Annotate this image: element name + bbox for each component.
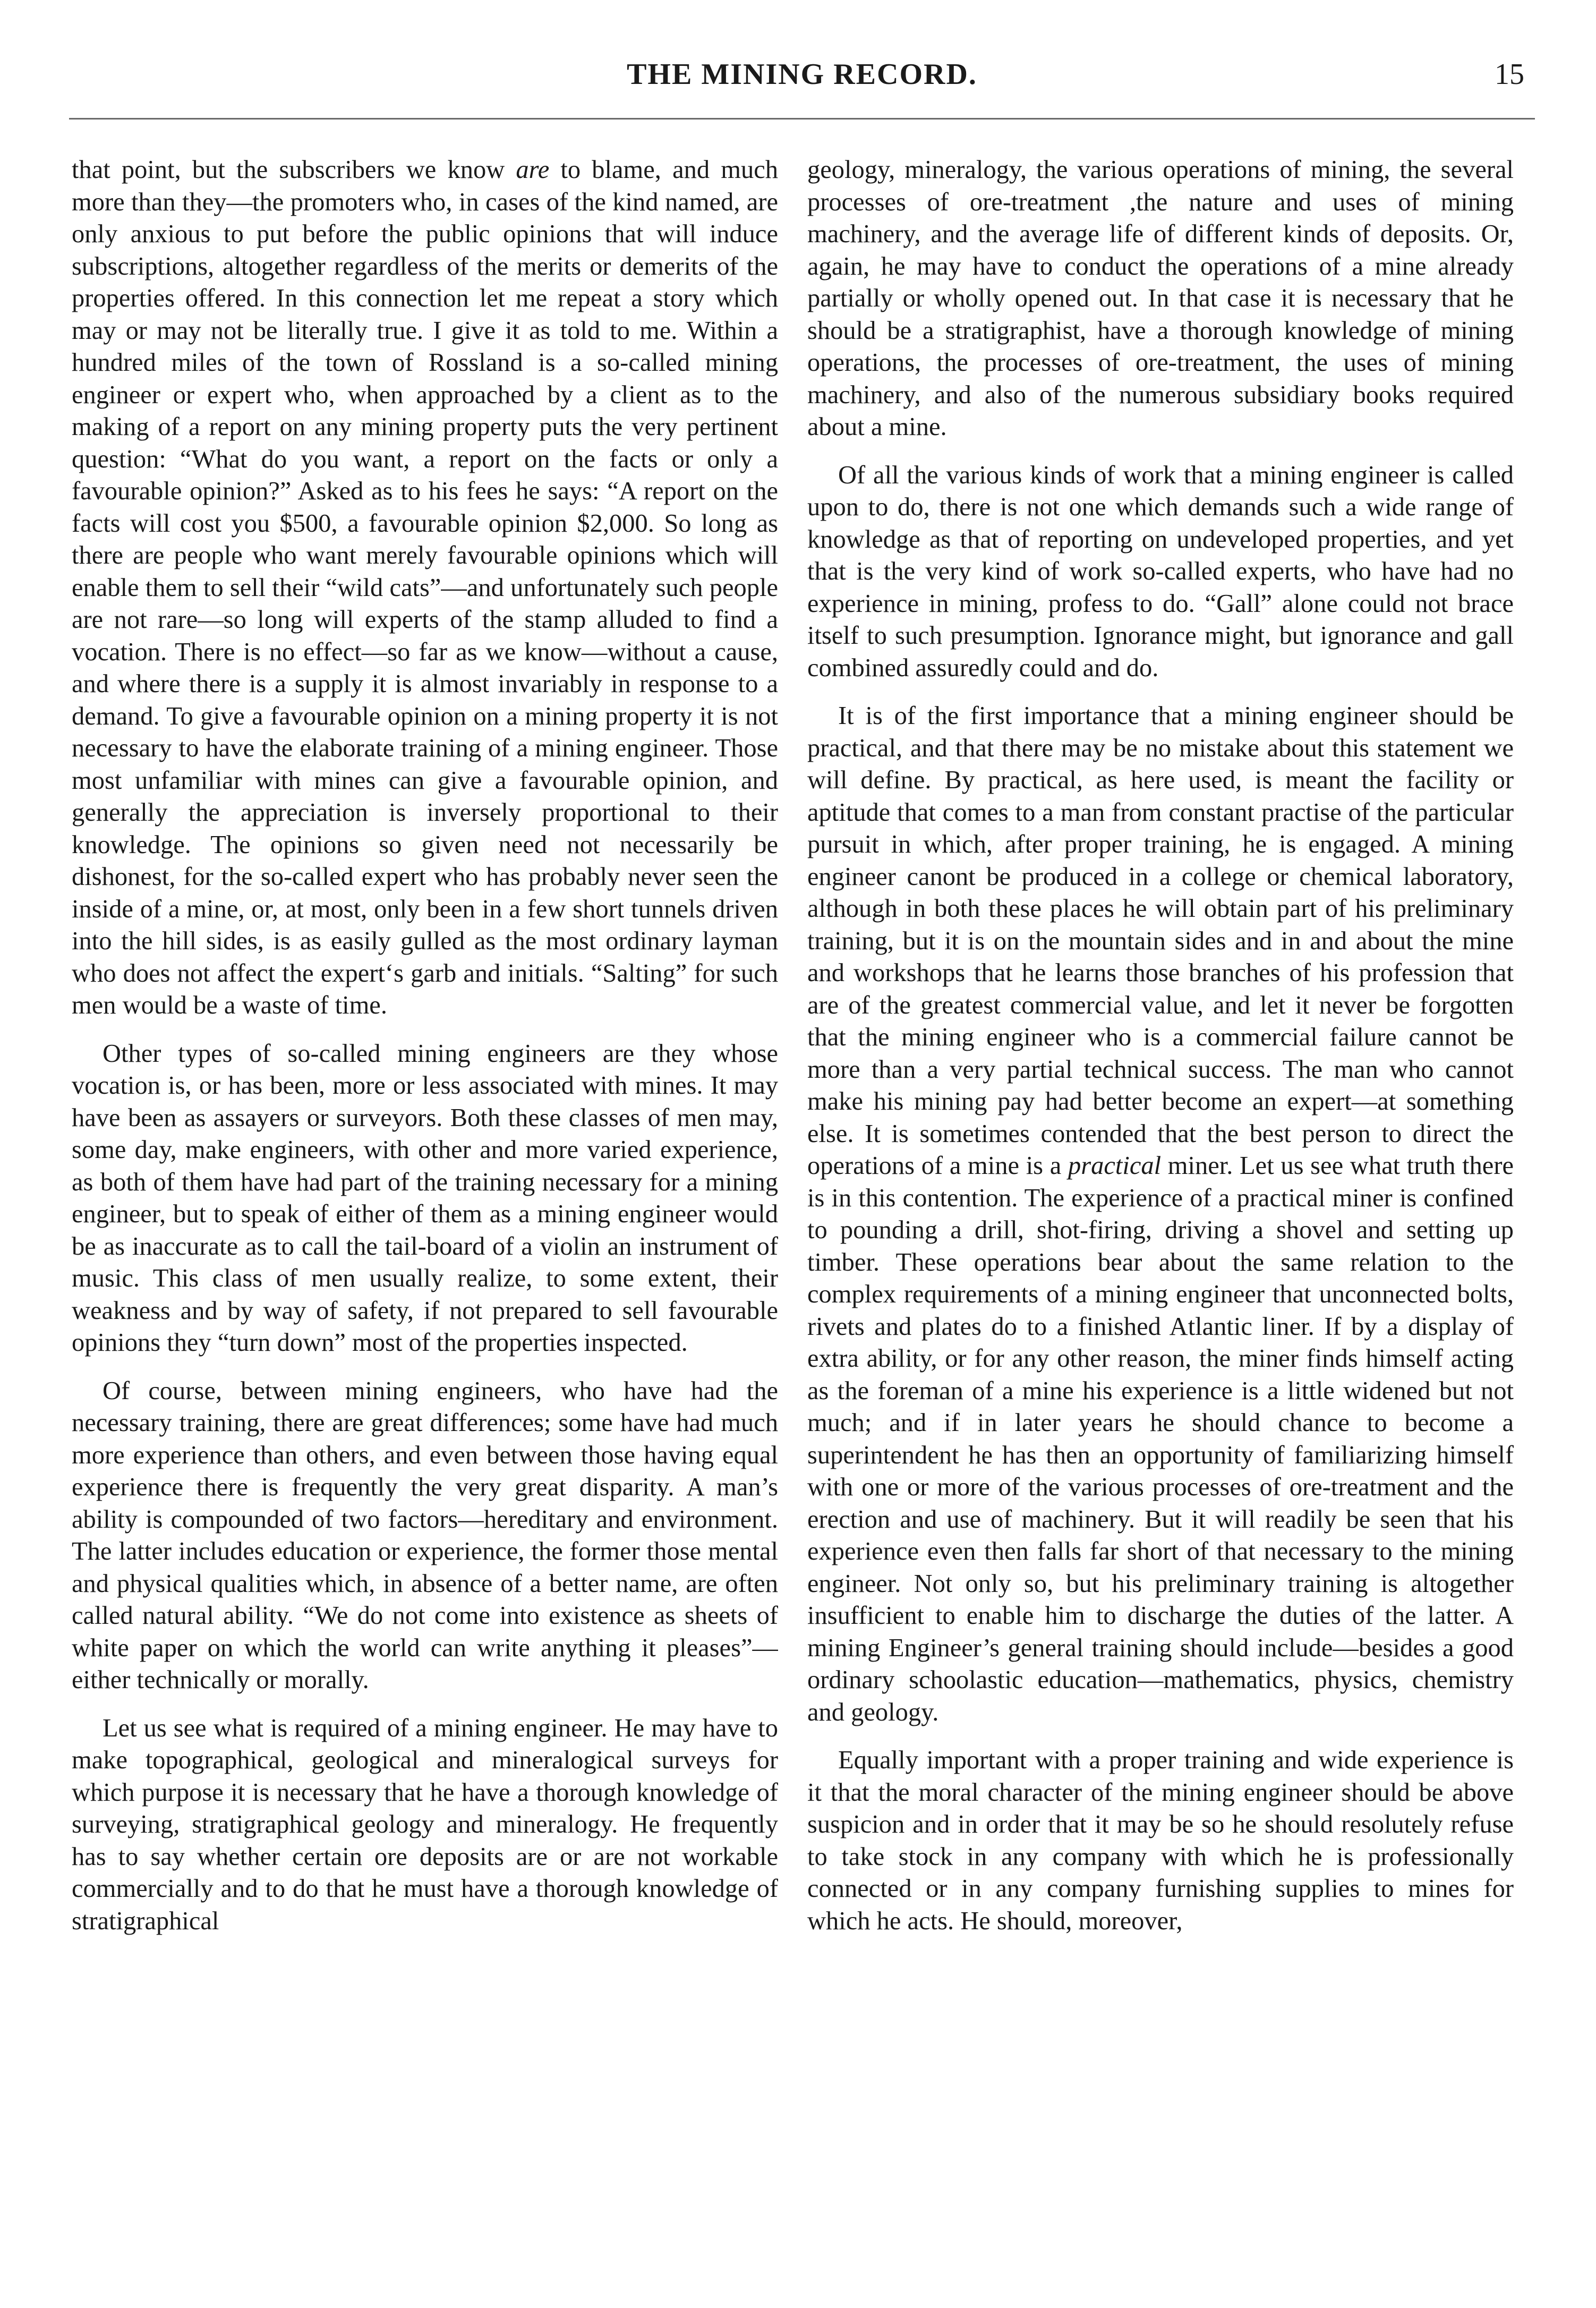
paragraph bbox=[72, 154, 778, 1022]
paragraph: Of all the various kinds of work that a mining engineer is called upon to do, there is not one which demands such a wide range of knowledge as that of reporting on undeveloped properties, and yet that is the very kind of work so-called experts, who have had no experience in mining, profess to do. “Gall” alone could not brace itself to such presumption. Ignorance might, but ignorance and gall combined assuredly could and do. bbox=[807, 461, 1514, 682]
text-run: to blame, and much more than they—the promoters who, in cases of the kind named, are only anxious to put before the public opinions that will induce subscriptions, altogether regardless of the merits or demerits of the properties offered. In this connection let me repeat a story which may or may not be literally true. I give it as told to me. Within a hundred miles of the town of Rossland is a so-called mining engineer or expert who, when approached by a client as to the making of a report on any mining property puts the very pertinent question: “What do you want, a report on the facts or only a favourable opinion?” Asked as to his fees he says: “A report on the facts will cost you $500, a favourable opinion $2,000. So long as there are people who want merely favourable opinions which will enable them to sell their “wild cats”—and unfortunately such people are not rare—so long will experts of the stamp alluded to find a vocation. There is no effect—so far as we know—without a cause, and where there is a supply it is almost invariably in response to a demand. To give a favourable opinion on a mining property it is not necessary to have the elaborate training of a mining engineer. Those most unfamiliar with mines can give a favourable opinion, and generally the appreciation is inversely proportional to their knowledge. The opinions so given need not necessarily be dishonest, for the so-called expert who has probably never seen the inside of a mine, or, at most, only been in a few short tunnels driven into the hill sides, is as easily gulled as the most ordinary layman who does not affect the expert‘s garb and initials. “Salting” for such men would be a waste of time. bbox=[72, 156, 778, 1019]
journal-title: THE MINING RECORD. bbox=[627, 58, 977, 91]
paragraph bbox=[807, 700, 1514, 1728]
page-number: 15 bbox=[1495, 58, 1524, 91]
paragraph: Of course, between mining engineers, who have had the necessary training, there are great differences; some have had much more experience than others, and even between those having equal experience there is frequently the very great disparity. A man’s ability is compounded of two factors—hereditary and environment. The latter includes education or experience, the former those mental and physical qualities which, in absence of a better name, are often called natural ability. “We do not come into existence as sheets of white paper on which the world can write anything it pleases”—either technically or morally. bbox=[72, 1376, 778, 1694]
header-rule bbox=[69, 118, 1535, 120]
italic-word: are bbox=[516, 156, 550, 184]
text-run: miner. Let us see what truth there is in this contention. The experience of a practical miner is confined to pounding a drill, shot-firing, driving a shovel and setting up timber. These operations bear about the same relation to the complex requirements of a mining engineer that unconnected bolts, rivets and plates do to a finished Atlantic liner. If by a display of extra ability, or for any other reason, the miner finds himself acting as the foreman of a mine his experience is a little widened but not much; and if in later years he should chance to become a superintendent he has then an opportunity of familiarizing himself with one or more of the various processes of ore-treatment and the erection and use of machinery. But it will readily be seen that his experience even then falls far short of that necessary to the mining engineer. Not only so, but his preliminary training is altogether insufficient to enable him to discharge the duties of the latter. A mining Engineer’s general training should include—besides a good ordinary schoolastic education—mathematics, physics, chemistry and geology. bbox=[807, 1152, 1514, 1726]
left-column bbox=[72, 154, 778, 2279]
paragraph: geology, mineralogy, the various operations of mining, the several processes of ore-treatment ,the nature and uses of mining machinery, and the average life of different kinds of deposits. Or, again, he may have to conduct the operations of a mine already partially or wholly opened out. In that case it is necessary that he should be a stratigraphist, have a thorough knowledge of mining operations, the processes of ore-treatment, the uses of mining machinery, and also of the numerous subsidiary books required about a mine. bbox=[807, 156, 1514, 441]
paragraph: Let us see what is required of a mining engineer. He may have to make topographical, geological and mineralogical surveys for which purpose it is necessary that he have a thorough knowledge of surveying, stratigraphical geology and mineralogy. He frequently has to say whether certain ore deposits are or are not workable commercially and to do that he must have a thorough knowledge of stratigraphical bbox=[72, 1714, 778, 1935]
text-run: that point, but the subscribers we know bbox=[72, 156, 516, 184]
italic-word: practical bbox=[1068, 1152, 1162, 1180]
text-run: It is of the first importance that a mining engineer should be practical, and that there may be no mistake about this statement we will define. By practical, as here used, is meant the facility or aptitude that comes to a man from constant practise of the particular pursuit in which, after proper training, he is engaged. A mining engineer canont be produced in a college or chemical laboratory, although in both these places he will obtain part of his preliminary training, but it is on the mountain sides and in and about the mine and workshops that he learns those branches of his profession that are of the greatest commercial value, and let it never be forgotten that the mining engineer who is a commercial failure cannot be more than a very partial technical success. The man who cannot make his mining pay had better become an expert—at something else. It is sometimes contended that the best person to direct the operations of a mine is a bbox=[807, 702, 1514, 1180]
running-head bbox=[69, 57, 1535, 110]
paragraph: Other types of so-called mining engineers are they whose vocation is, or has been, more or less associated with mines. It may have been as assayers or surveyors. Both these classes of men may, some day, make engineers, with other and more varied experience, as both of them have had part of the training necessary for a mining engineer, but to speak of either of them as a mining engineer would be as inaccurate as to call the tail-board of a violin an instrument of music. This class of men usually realize, to some extent, their weakness and by way of safety, if not prepared to sell favourable opinions they “turn down” most of the properties inspected. bbox=[72, 1039, 778, 1357]
right-column bbox=[807, 154, 1514, 2279]
paragraph: Equally important with a proper training and wide experience is it that the moral character of the mining engineer should be above suspicion and in order that it may be so he should resolutely refuse to take stock in any company with which he is professionally connected or in any company furnishing supplies to mines for which he acts. He should, moreover, bbox=[807, 1746, 1514, 1935]
